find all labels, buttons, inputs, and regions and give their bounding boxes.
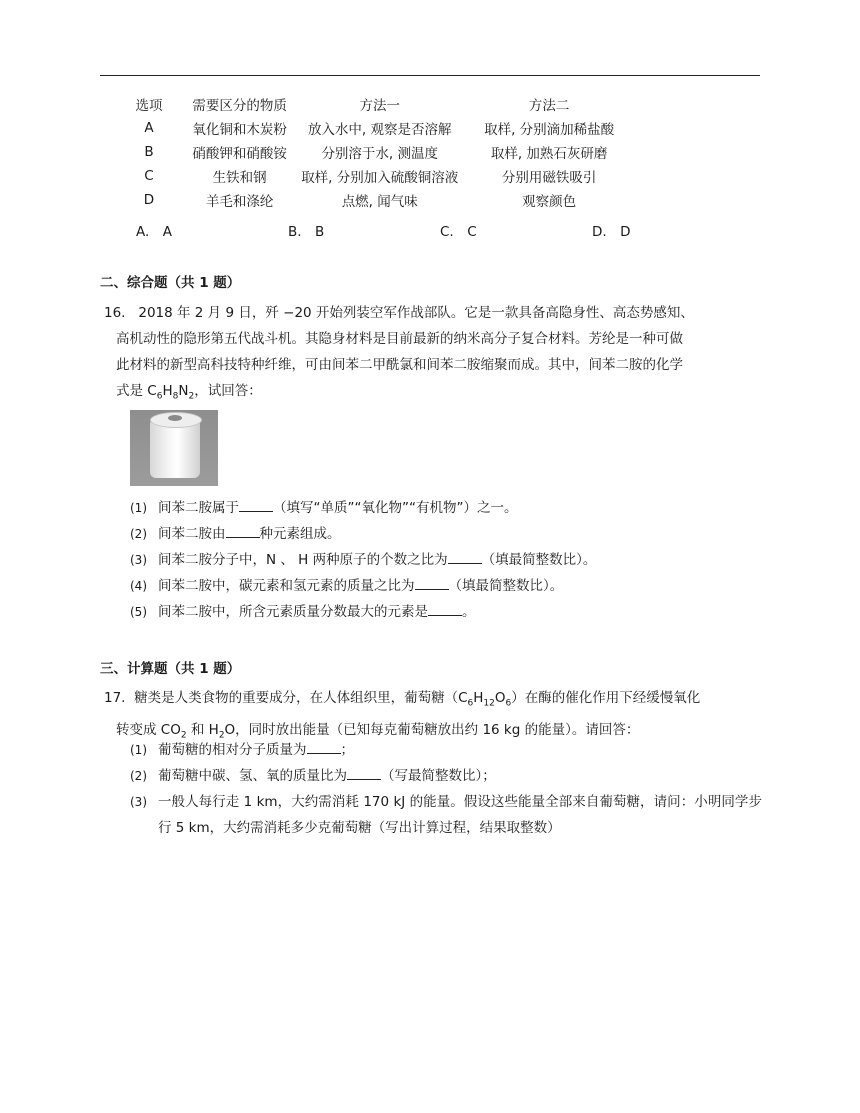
sub-question	[130, 573, 563, 599]
formula-c6h8n2: $C_6H_8N_2$	[147, 383, 195, 402]
sub-question-index: (5)	[130, 605, 147, 619]
table-cell: 硝酸钾和硝酸铵	[192, 146, 287, 162]
question-16-stem	[104, 300, 762, 410]
sub-question-index: (2)	[130, 769, 147, 783]
table-cell: 氧化铜和木炭粉	[192, 122, 287, 138]
sub-question	[130, 547, 596, 573]
answer-choice-a[interactable]: A. A	[136, 224, 173, 240]
options-table	[120, 92, 640, 212]
sub-question-text: 间苯二胺分子中，N 、 H 两种原子的个数之比为	[158, 552, 448, 568]
question-text: 糖类是人类食物的重要成分，在人体组织里，葡萄糖（	[134, 690, 459, 706]
question-text: 2018 年 2 月 9 日，歼 −20 开始列装空军作战部队。它是一款具备高隐身性、高态势感知、	[138, 305, 694, 321]
sub-question-text: （填最简整数比）。	[481, 552, 597, 568]
sub-question-text: 间苯二胺中，碳元素和氢元素的质量之比为	[158, 578, 415, 594]
question-text: 此材料的新型高科技特种纤维，可由间苯二甲酰氯和间苯二胺缩聚而成。其中，间苯二胺的化学	[116, 357, 683, 373]
question-text: 转变成 $CO_2$ 和 $H_2O$，同时放出能量（已知每克葡萄糖放出约 16 kg 的能量）。请回答：	[116, 721, 640, 741]
sub-question	[130, 763, 496, 789]
table-header: 方法一	[359, 98, 400, 114]
table-header-row	[120, 92, 640, 116]
table-cell: D	[143, 192, 155, 208]
table-cell: 羊毛和涤纶	[205, 194, 274, 210]
table-row	[120, 116, 640, 140]
answer-blank[interactable]	[347, 765, 381, 780]
answer-choice-c[interactable]: C. C	[440, 224, 477, 240]
sub-question-text: 一般人每行走 1 km，大约需消耗 170 kJ 的能量。假设这些能量全部来自葡萄糖，请问：小明同学步行 5 km，大约需消耗多少克葡萄糖（写出计算过程，结果取整数）	[158, 794, 762, 836]
answer-blank[interactable]	[448, 549, 482, 564]
sub-question	[130, 737, 354, 763]
answer-blank[interactable]	[307, 739, 341, 754]
table-header: 选项	[135, 98, 163, 114]
table-cell: 点燃, 闻气味	[341, 194, 418, 210]
sub-question-text: 间苯二胺由	[158, 526, 226, 542]
sub-question-text: 种元素组成。	[259, 526, 341, 542]
question-text: ，试回答：	[194, 383, 262, 399]
table-cell: 生铁和钢	[212, 170, 267, 186]
table-cell: 分别用磁铁吸引	[501, 170, 597, 186]
table-header: 方法二	[528, 98, 570, 114]
top-rule	[100, 75, 760, 76]
answer-choice-d[interactable]: D. D	[592, 224, 631, 240]
sub-question-index: (3)	[130, 795, 147, 809]
spool-hole	[168, 415, 182, 421]
sub-question-text: 。	[462, 604, 476, 620]
table-cell: 取样, 分别滴加稀盐酸	[484, 122, 615, 138]
sub-question-text: 间苯二胺属于	[158, 500, 239, 516]
answer-blank[interactable]	[226, 523, 260, 538]
table-cell: B	[144, 144, 154, 160]
table-header: 需要区分的物质	[192, 98, 287, 114]
section-heading-calculation: 三、计算题（共 1 题）	[100, 661, 241, 677]
question-number: 17.	[104, 690, 126, 706]
answer-choice-b[interactable]: B. B	[288, 224, 325, 240]
sub-question-text: 间苯二胺中，所含元素质量分数最大的元素是	[158, 604, 428, 620]
sub-question-index: (1)	[130, 743, 147, 757]
question-text: 高机动性的隐形第五代战斗机。其隐身材料是目前最新的纳米高分子复合材料。芳纶是一种可做	[116, 331, 683, 347]
sub-question-index: (3)	[130, 553, 147, 567]
table-cell: A	[144, 120, 154, 136]
sub-question-text: （填写“单质”“氧化物”“有机物”）之一。	[273, 500, 518, 516]
answer-blank[interactable]	[415, 575, 449, 590]
table-row	[120, 188, 640, 212]
sub-question-index: (2)	[130, 527, 147, 541]
question-text: ）在酶的催化作用下经缓慢氧化	[511, 690, 701, 706]
sub-question-text: （填最简整数比）。	[448, 578, 564, 594]
table-cell: 取样, 加熟石灰研磨	[490, 146, 608, 162]
table-row	[120, 140, 640, 164]
question-number: 16.	[104, 305, 126, 321]
table-row	[120, 164, 640, 188]
fiber-spool-photo	[130, 410, 218, 486]
section-heading-comprehensive: 二、综合题（共 1 题）	[100, 275, 241, 291]
sub-question-text: （写最简整数比）；	[381, 768, 496, 784]
answer-choices	[136, 220, 744, 240]
sub-question	[130, 495, 517, 521]
sub-question	[130, 789, 762, 841]
answer-blank[interactable]	[428, 601, 462, 616]
sub-question-index: (1)	[130, 501, 147, 515]
table-cell: 放入水中, 观察是否溶解	[307, 122, 452, 138]
table-cell: 取样, 分别加入硫酸铜溶液	[301, 170, 459, 186]
sub-question-text: ；	[340, 742, 354, 758]
question-text: 式是	[116, 383, 148, 399]
table-cell: 观察颜色	[522, 194, 577, 210]
sub-question-index: (4)	[130, 579, 147, 593]
sub-question	[130, 599, 476, 625]
table-cell: C	[144, 168, 154, 184]
formula-glucose: $C_6H_{12}O_6$	[458, 690, 512, 709]
table-cell: 分别溶于水, 测温度	[321, 146, 439, 162]
answer-blank[interactable]	[239, 497, 273, 512]
sub-question	[130, 521, 341, 547]
sub-question-text: 葡萄糖的相对分子质量为	[158, 742, 307, 758]
sub-question-text: 葡萄糖中碳、氢、氧的质量比为	[158, 768, 347, 784]
